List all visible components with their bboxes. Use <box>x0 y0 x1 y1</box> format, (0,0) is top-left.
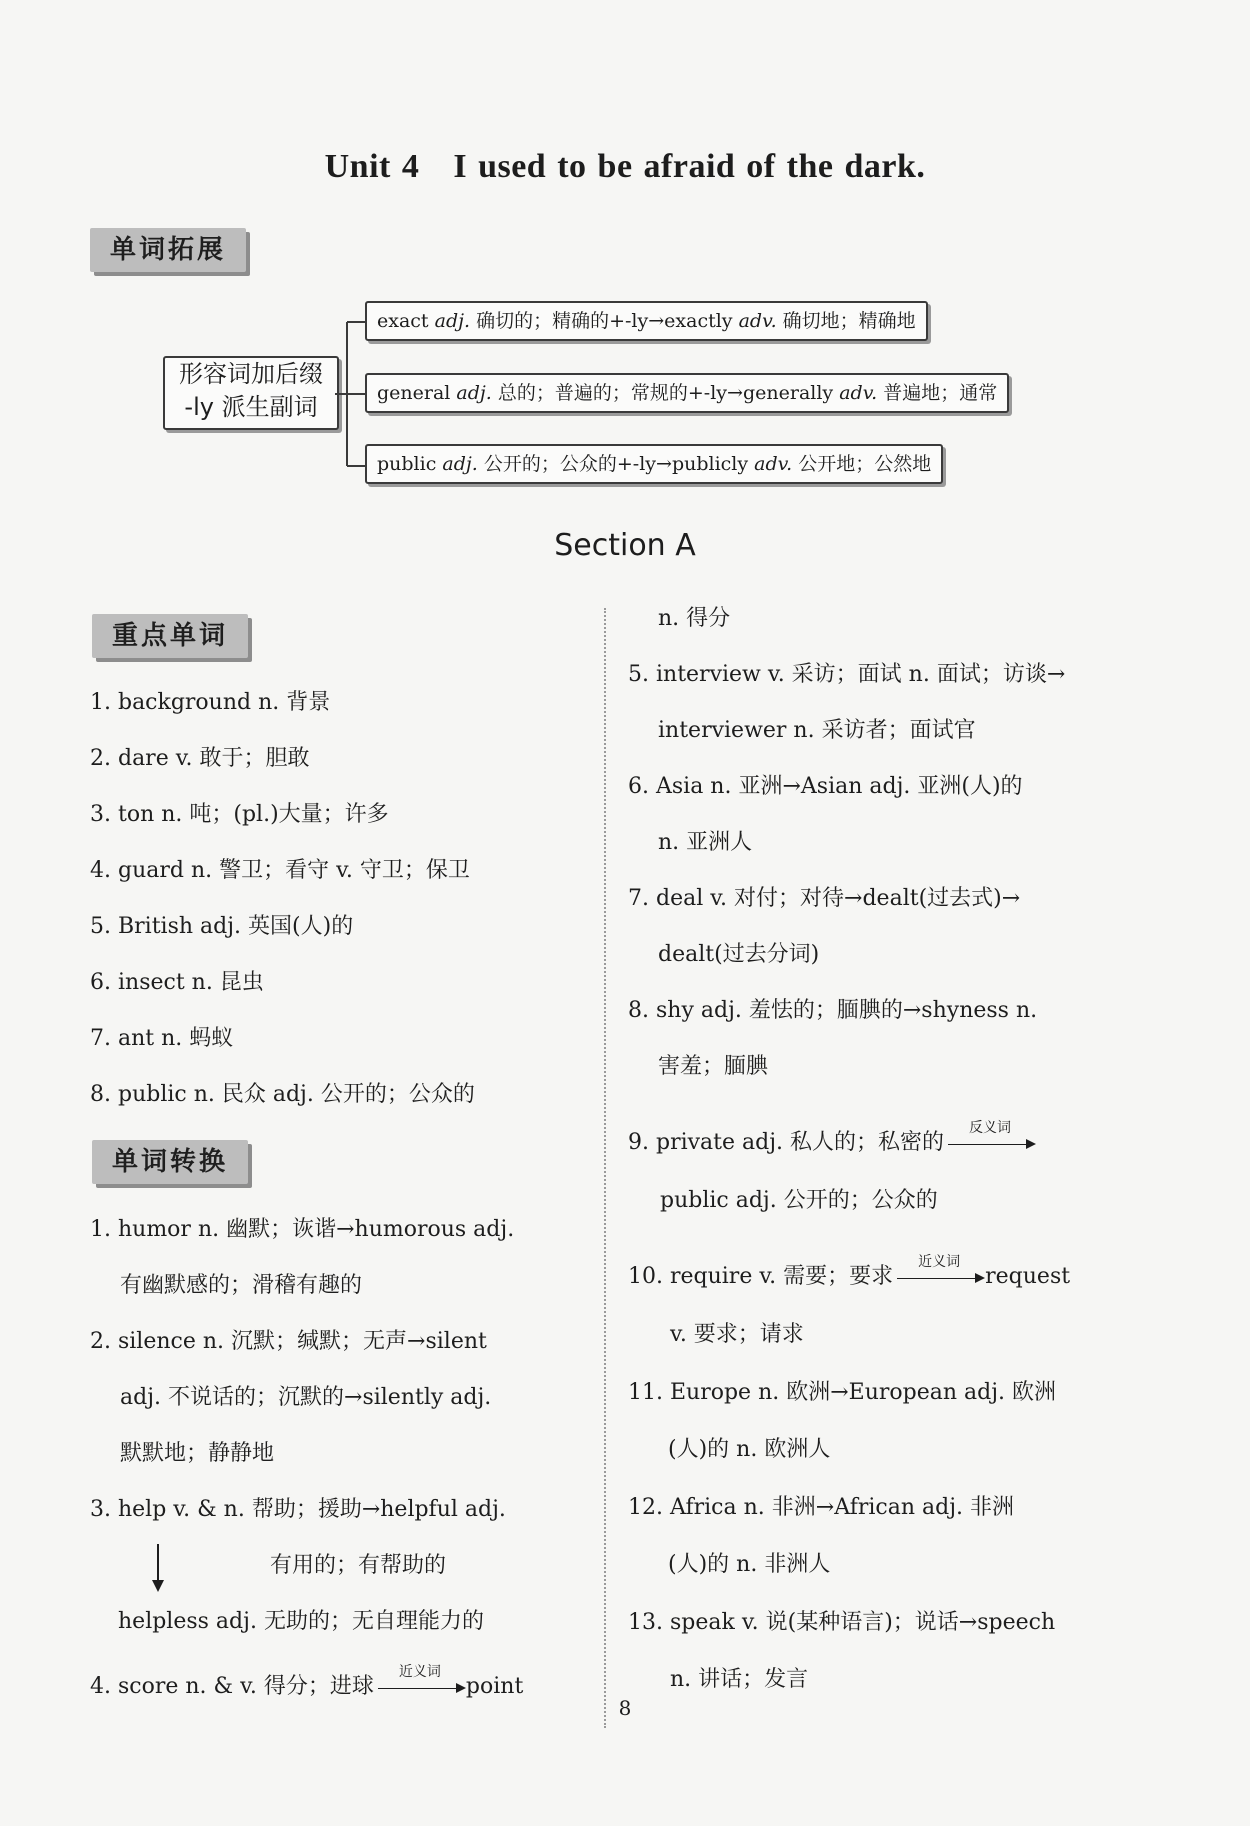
conversion-item: 7. deal v. 对付；对待→dealt(过去式)→ <box>628 886 1021 911</box>
antonym-arrow-icon: 反义词 <box>944 1128 1036 1158</box>
down-arrow-icon <box>150 1544 166 1594</box>
conversion-item: v. 要求；请求 <box>670 1322 804 1347</box>
key-word-item: 2. dare v. 敢于；胆敢 <box>90 746 310 771</box>
conversion-item: n. 得分 <box>658 606 731 631</box>
conversion-item: 6. Asia n. 亚洲→Asian adj. 亚洲(人)的 <box>628 774 1023 799</box>
diagram-center-box <box>163 356 339 430</box>
conversion-item: interviewer n. 采访者；面试官 <box>658 718 976 743</box>
key-word-item: 7. ant n. 蚂蚁 <box>90 1026 234 1051</box>
conversion-item: (人)的 n. 欧洲人 <box>668 1437 831 1462</box>
unit-title-text: I used to be afraid of the dark. <box>453 148 926 185</box>
conversion-item: 8. shy adj. 羞怯的；腼腆的→shyness n. <box>628 998 1038 1023</box>
conversion-item: n. 亚洲人 <box>658 830 753 855</box>
diagram-brace <box>335 314 365 474</box>
conversion-item: 11. Europe n. 欧洲→European adj. 欧洲 <box>628 1380 1057 1405</box>
diagram-branch-public: public adj. 公开的；公众的+-ly→publicly adv. 公开地；公然地 <box>365 444 943 484</box>
conversion-item: (人)的 n. 非洲人 <box>668 1552 831 1577</box>
conversion-item: 13. speak v. 说(某种语言)；说话→speech <box>628 1610 1056 1635</box>
conversion-item: 10. require v. 需要；要求 近义词 request <box>628 1262 1070 1292</box>
section-heading: Section A <box>554 528 696 563</box>
conversion-item: 默默地；静静地 <box>120 1441 275 1466</box>
conversion-item: 12. Africa n. 非洲→African adj. 非洲 <box>628 1495 1014 1520</box>
conversion-item: n. 讲话；发言 <box>670 1667 809 1692</box>
diagram-branch-exact: exact adj. 确切的；精确的+-ly→exactly adv. 确切地；精确地 <box>365 301 928 341</box>
key-word-item: 5. British adj. 英国(人)的 <box>90 914 354 939</box>
conversion-item: dealt(过去分词) <box>658 942 820 967</box>
unit-title <box>0 148 1250 186</box>
conversion-item: helpless adj. 无助的；无自理能力的 <box>118 1609 484 1634</box>
key-word-item: 3. ton n. 吨；(pl.)大量；许多 <box>90 802 389 827</box>
conversion-item: 4. score n. & v. 得分；进球 近义词 point <box>90 1672 523 1702</box>
conversion-item: 2. silence n. 沉默；缄默；无声→silent <box>90 1329 487 1354</box>
conversion-item: 害羞；腼腆 <box>658 1054 769 1079</box>
unit-number: Unit 4 <box>324 148 420 185</box>
key-word-item: 4. guard n. 警卫；看守 v. 守卫；保卫 <box>90 858 470 883</box>
conversion-item: 5. interview v. 采访；面试 n. 面试；访谈→ <box>628 662 1066 687</box>
key-word-item: 1. background n. 背景 <box>90 690 331 715</box>
column-divider <box>604 608 606 1728</box>
page-number: 8 <box>618 1696 632 1720</box>
tag-key-words: 重点单词 <box>92 614 248 658</box>
diagram-branch-general: general adj. 总的；普遍的；常规的+-ly→generally adv. 普遍地；通常 <box>365 373 1009 413</box>
diagram-center-line2: -ly 派生副词 <box>184 393 318 421</box>
tag-word-expansion: 单词拓展 <box>90 228 246 272</box>
key-word-item: 8. public n. 民众 adj. 公开的；公众的 <box>90 1082 475 1107</box>
conversion-item: 3. help v. & n. 帮助；援助→helpful adj. <box>90 1497 506 1522</box>
conversion-item: public adj. 公开的；公众的 <box>660 1188 938 1213</box>
conversion-item: 有用的；有帮助的 <box>270 1553 447 1578</box>
tag-word-conversion: 单词转换 <box>92 1140 248 1184</box>
conversion-item: 有幽默感的；滑稽有趣的 <box>120 1273 363 1298</box>
conversion-item: adj. 不说话的；沉默的→silently adj. <box>120 1385 492 1410</box>
synonym-arrow-icon: 近义词 <box>374 1672 466 1702</box>
conversion-item: 9. private adj. 私人的；私密的 反义词 <box>628 1128 1036 1158</box>
synonym-arrow-icon: 近义词 <box>893 1262 985 1292</box>
conversion-item: 1. humor n. 幽默；诙谐→humorous adj. <box>90 1217 515 1242</box>
diagram-center-line1: 形容词加后缀 <box>179 360 323 388</box>
key-word-item: 6. insect n. 昆虫 <box>90 970 264 995</box>
